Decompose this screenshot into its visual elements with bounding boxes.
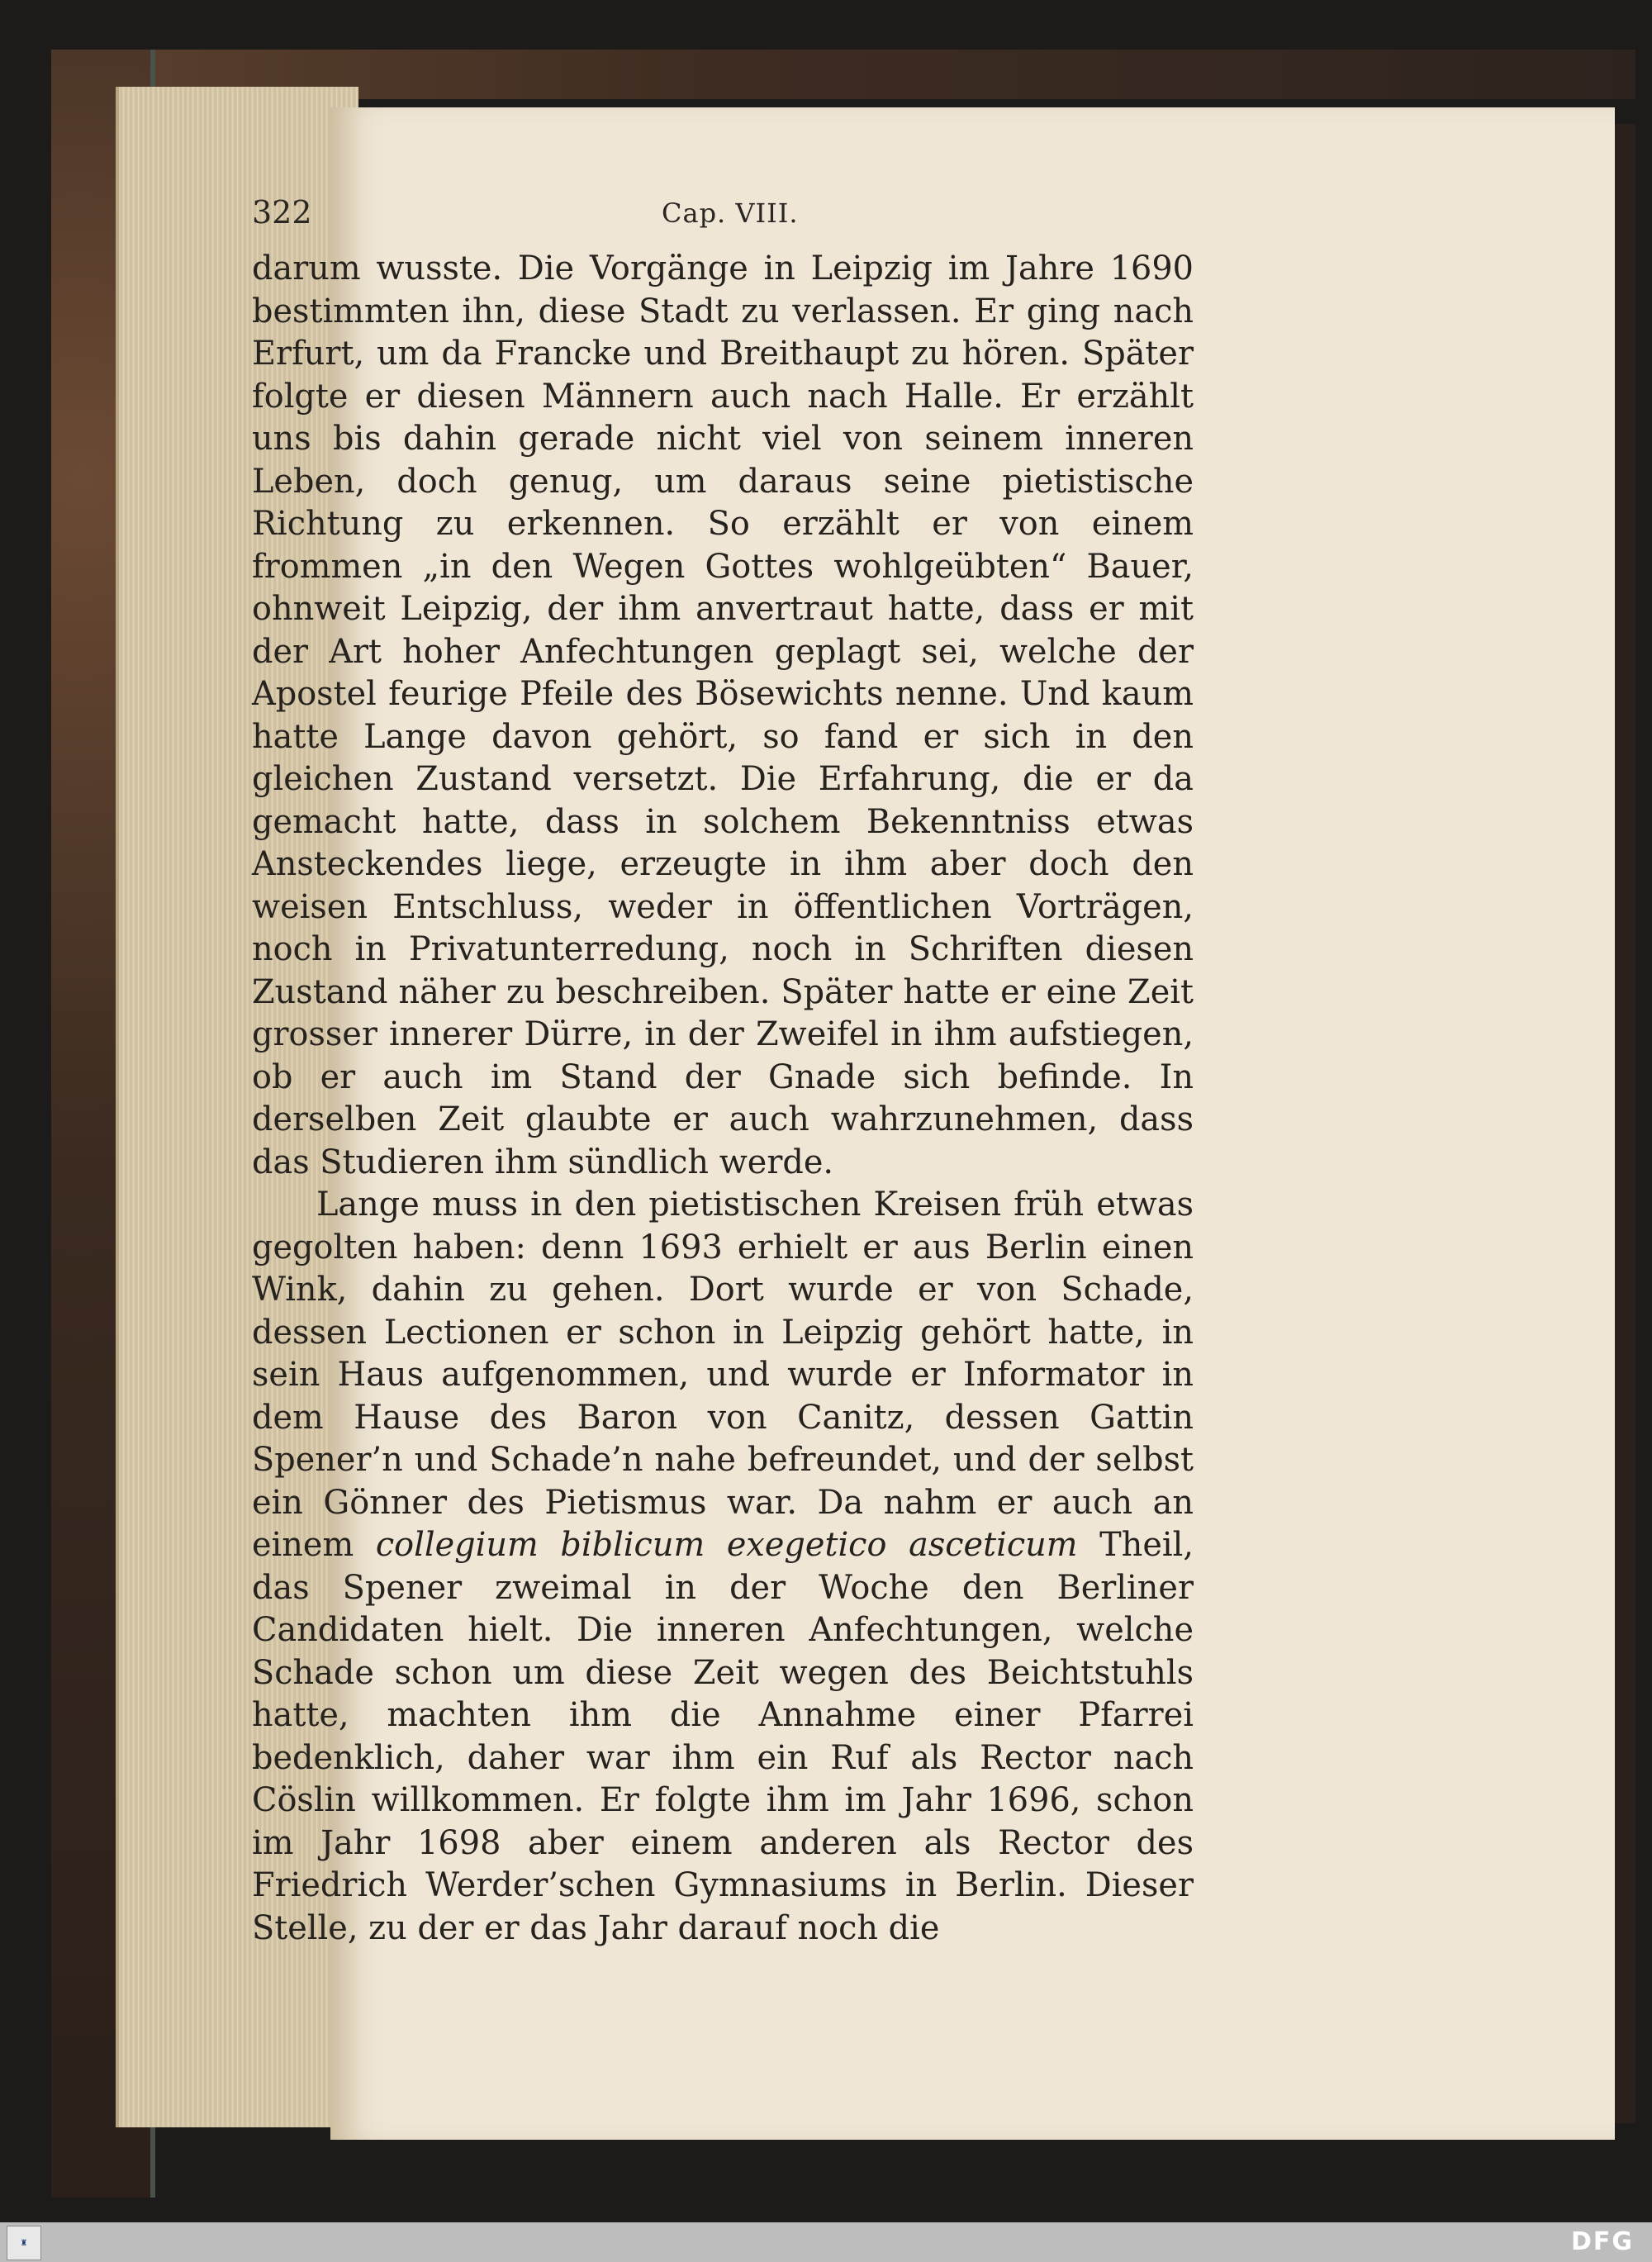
dfg-logo: DFG bbox=[1570, 2227, 1634, 2256]
paragraph-1: darum wusste. Die Vorgänge in Leipzig im Jahre 1690 bestimmten ihn, diese Stadt zu verlassen. Er ging nach Erfurt, um da Francke und Breithaupt zu hören. Später folgte er diesen Männern auch nach Halle. Er erzählt uns bis dahin gerade nicht viel von seinem inneren Leben, doch genug, um daraus seine pietistische Richtung zu erkennen. So erzählt er von einem frommen „in den Wegen Gottes wohlgeübten“ Bauer, ohnweit Leipzig, der ihm anvertraut hatte, dass er mit der Art hoher Anfechtungen geplagt sei, welche der Apostel feurige Pfeile des Bösewichts nenne. Und kaum hatte Lange davon gehört, so fand er sich in den gleichen Zustand versetzt. Die Erfahrung, die er da gemacht hatte, dass in solchem Bekenntniss etwas Ansteckendes liege, erzeugte in ihm aber doch den weisen Entschluss, weder in öffentlichen Vorträgen, noch in Privatunterredung, noch in Schriften diesen Zustand näher zu beschreiben. Später hatte er eine Zeit grosser innerer Dürre, in der Zweifel in ihm aufstiegen, ob er auch im Stand der Gnade sich befinde. In derselben Zeit glaubte er auch wahrzunehmen, dass das Studieren ihm sündlich werde. bbox=[252, 249, 1194, 1181]
page-header bbox=[252, 194, 1194, 244]
running-head: Cap. VIII. bbox=[662, 197, 799, 229]
library-logo-icon: ♜ bbox=[7, 2226, 41, 2260]
paragraph-2-italic-latin: collegium biblicum exegetico asceticum bbox=[375, 1526, 1078, 1564]
paragraph-2-text-after: Theil, das Spener zweimal in der Woche den Berliner Candidaten hielt. Die inneren Anfechtungen, welche Schade schon um diese Zeit wegen des Beichtstuhls hatte, machten ihm die Annahme einer Pfarrei bedenklich, daher war ihm ein Ruf als Rector nach Cöslin willkommen. Er folgte ihm im Jahr 1696, schon im Jahr 1698 aber einem anderen als Rector des Friedrich Werder’schen Gymnasiums in Berlin. Dieser Stelle, zu der er das Jahr darauf noch die bbox=[252, 1526, 1194, 1947]
paragraph-2 bbox=[252, 1184, 1194, 1950]
body-text bbox=[252, 248, 1194, 1950]
paragraph-2-text-before: Lange muss in den pietistischen Kreisen früh etwas gegolten haben: denn 1693 erhielt er aus Berlin einen Wink, dahin zu gehen. Dort wurde er von Schade, dessen Lectionen er schon in Leipzig gehört hatte, in sein Haus aufgenommen, und wurde er Informator in dem Hause des Baron von Canitz, dessen Gattin Spener’n und Schade’n nahe befreundet, und der selbst ein Gönner des Pietismus war. Da nahm er auch an einem bbox=[252, 1186, 1194, 1564]
viewer-footer-bar bbox=[0, 2222, 1652, 2262]
page-number: 322 bbox=[252, 194, 312, 230]
